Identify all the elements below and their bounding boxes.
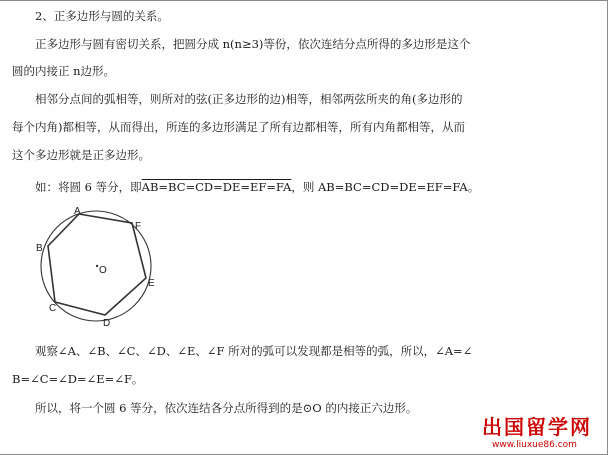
label-b: B bbox=[36, 243, 43, 254]
paragraph-3-line-1: 观察∠A、∠B、∠C、∠D、∠E、∠F 所对的弧可以发现都是相等的弧，所以，∠A=∠ bbox=[35, 344, 473, 358]
paragraph-2-line-3: 这个多边形就是正多边形。 bbox=[12, 148, 150, 162]
label-c: C bbox=[49, 303, 57, 314]
paragraph-2-line-1: 相邻分点间的弧相等，则所对的弦(正多边形的边)相等，相邻两弦所夹的角(多边形的 bbox=[35, 92, 463, 106]
hexagon-figure bbox=[22, 202, 172, 334]
watermark-url: www.liuxue86.com bbox=[492, 440, 577, 450]
paragraph-4: 所以，将一个圆 6 等分，依次连结各分点所得到的是⊙O 的内接正六边形。 bbox=[35, 401, 418, 415]
window-top-border bbox=[0, 0, 608, 1]
paragraph-3-line-2: B=∠C=∠D=∠E=∠F。 bbox=[12, 372, 144, 386]
paragraph-1-line-2: 圆的内接正 n边形。 bbox=[12, 64, 116, 78]
watermark-logo: 出国留学网 bbox=[482, 415, 592, 439]
paragraph-2-line-2: 每个内角)都相等，从而得出，所连的多边形满足了所有边都相等，所有内角都相等，从而 bbox=[12, 120, 465, 134]
label-o: O bbox=[99, 265, 107, 276]
example-line bbox=[35, 180, 479, 194]
example-prefix: 如：将圆 6 等分，即 bbox=[35, 180, 142, 194]
label-d: D bbox=[103, 318, 111, 329]
hexagon-abcdef bbox=[48, 214, 146, 315]
label-f: F bbox=[135, 221, 142, 232]
example-arcs: AB=BC=CD=DE=EF=FA bbox=[141, 180, 292, 194]
label-e: E bbox=[148, 278, 155, 289]
section-heading: 2、正多边形与圆的关系。 bbox=[35, 9, 169, 23]
hexagon-diagram bbox=[22, 202, 172, 334]
example-suffix: ，则 AB=BC=CD=DE=EF=FA。 bbox=[291, 180, 480, 194]
paragraph-1-line-1: 正多边形与圆有密切关系，把圆分成 n(n≥3)等份，依次连结分点所得的多边形是这个 bbox=[35, 37, 471, 51]
label-a: A bbox=[74, 206, 81, 217]
center-point bbox=[96, 265, 98, 267]
